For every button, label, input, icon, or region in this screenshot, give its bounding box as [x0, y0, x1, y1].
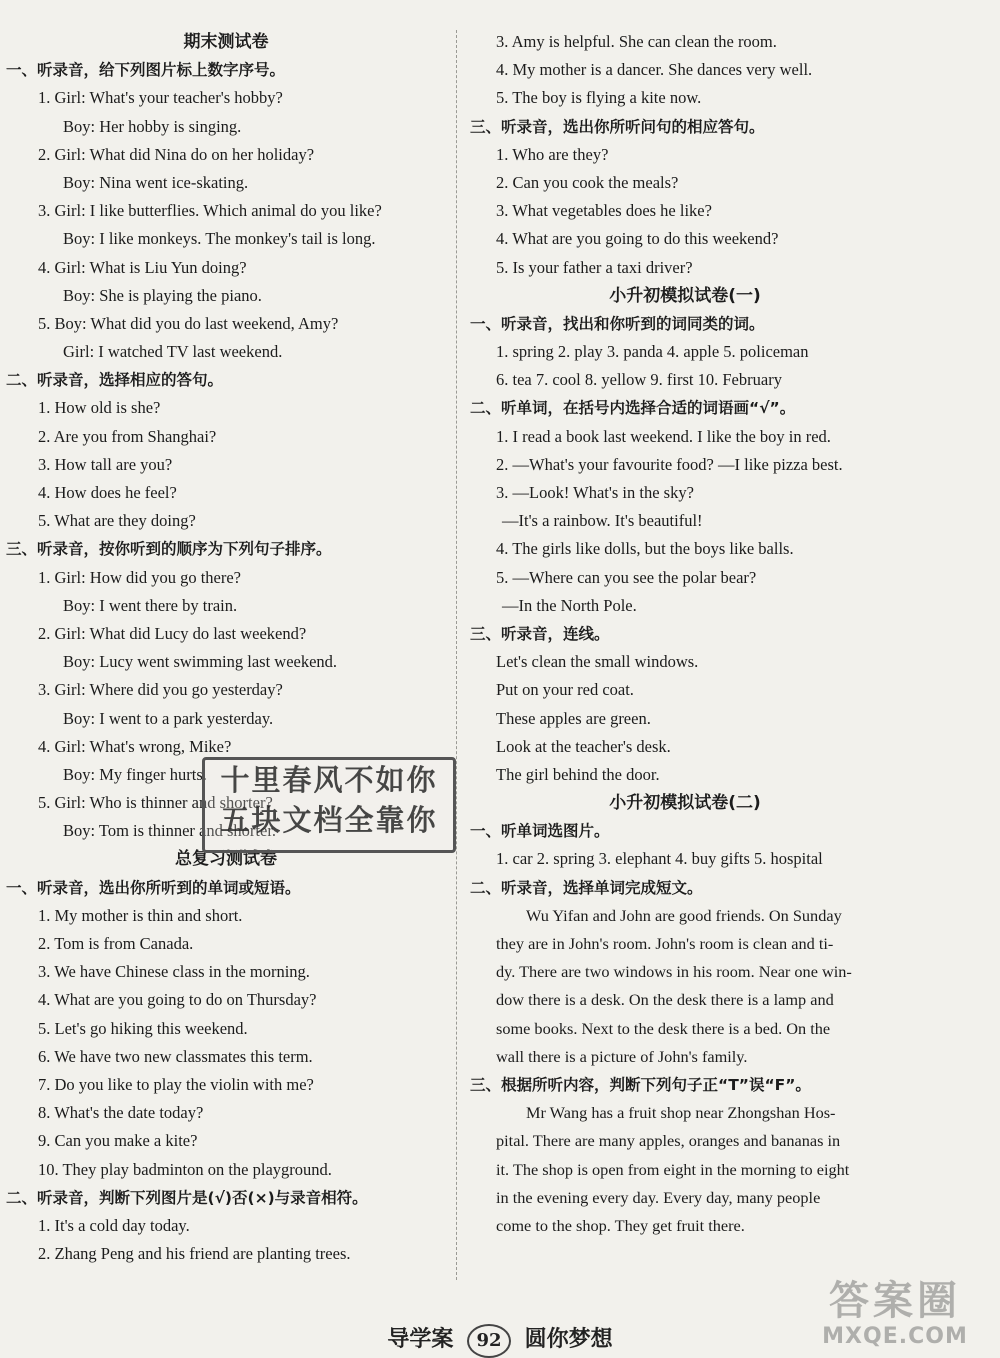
- section-heading: 一、听录音，选出你所听到的单词或短语。: [6, 878, 301, 897]
- text-line: 8. What's the date today?: [38, 1103, 204, 1123]
- page-number: 92: [467, 1324, 511, 1358]
- text-line: Boy: My finger hurts.: [63, 764, 207, 784]
- text-line: 1. spring 2. play 3. panda 4. apple 5. policeman: [496, 342, 809, 362]
- text-line: 5. The boy is flying a kite now.: [496, 88, 702, 108]
- text-line: 4. My mother is a dancer. She dances very well.: [496, 60, 813, 80]
- text-line: 2. Girl: What did Lucy do last weekend?: [38, 623, 307, 643]
- text-line: 2. Are you from Shanghai?: [38, 426, 217, 446]
- stamp-line-1: 十里春风不如你: [220, 763, 438, 797]
- text-line: 4. The girls like dolls, but the boys like balls.: [496, 539, 794, 559]
- right-column: [470, 28, 900, 1240]
- text-line: Let's clean the small windows.: [496, 652, 699, 672]
- section-heading: 三、听录音，连线。: [470, 624, 610, 643]
- passage-line: come to the shop. They get fruit there.: [496, 1215, 745, 1235]
- text-line: These apples are green.: [496, 708, 651, 728]
- text-line: 5. Let's go hiking this weekend.: [38, 1018, 248, 1038]
- passage-line: dy. There are two windows in his room. Near one win-: [496, 962, 852, 982]
- text-line: Boy: Tom is thinner and shorter.: [63, 821, 277, 841]
- text-line: 3. —Look! What's in the sky?: [496, 483, 694, 502]
- text-line: 3. Amy is helpful. She can clean the room.: [496, 32, 777, 51]
- text-line: 2. —What's your favourite food? —I like pizza best.: [496, 454, 843, 474]
- watermark-logo: [800, 1278, 990, 1354]
- section-heading: 一、听录音，给下列图片标上数字序号。: [6, 61, 286, 80]
- passage-line: wall there is a picture of John's family.: [496, 1046, 748, 1066]
- passage-line: dow there is a desk. On the desk there is a lamp and: [496, 990, 834, 1010]
- text-line: Put on your red coat.: [496, 680, 634, 700]
- passage-line: pital. There are many apples, oranges and bananas in: [496, 1131, 841, 1151]
- section-heading: 二、听录音，判断下列图片是(√)否(×)与录音相符。: [6, 1188, 368, 1207]
- text-line: 1. I read a book last weekend. I like the boy in red.: [496, 426, 831, 446]
- text-line: 4. How does he feel?: [38, 483, 177, 502]
- text-line: Boy: I went there by train.: [63, 595, 238, 615]
- text-line: 3. Girl: I like butterflies. Which animal do you like?: [38, 201, 382, 221]
- section-heading: 二、听录音，选择单词完成短文。: [470, 878, 703, 897]
- section-heading: 三、根据所听内容，判断下列句子正“T”误“F”。: [470, 1075, 811, 1094]
- text-line: Boy: I like monkeys. The monkey's tail is long.: [63, 229, 376, 249]
- text-line: 5. Is your father a taxi driver?: [496, 257, 693, 277]
- text-line: —It's a rainbow. It's beautiful!: [502, 511, 703, 531]
- column-divider: [456, 30, 457, 1280]
- text-line: 6. We have two new classmates this term.: [38, 1046, 313, 1066]
- passage-line: in the evening every day. Every day, many people: [496, 1187, 821, 1207]
- text-line: Boy: Lucy went swimming last weekend.: [63, 652, 338, 672]
- text-line: 2. Can you cook the meals?: [496, 172, 679, 192]
- passage-line: Wu Yifan and John are good friends. On Sunday: [526, 905, 842, 925]
- paper-title: 期末测试卷: [183, 32, 269, 52]
- section-heading: 一、听单词选图片。: [470, 822, 610, 841]
- text-line: 3. Girl: Where did you go yesterday?: [38, 680, 283, 700]
- section-heading: 二、听单词，在括号内选择合适的词语画“√”。: [470, 399, 796, 418]
- text-line: 2. Girl: What did Nina do on her holiday?: [38, 144, 315, 164]
- text-line: 4. Girl: What is Liu Yun doing?: [38, 257, 247, 277]
- footer-right-text: 圆你梦想: [524, 1326, 613, 1352]
- text-line: Look at the teacher's desk.: [496, 736, 671, 756]
- text-line: 1. Girl: How did you go there?: [38, 567, 242, 587]
- text-line: 1. Who are they?: [496, 144, 609, 164]
- text-line: 5. What are they doing?: [38, 511, 196, 531]
- text-line: Boy: Her hobby is singing.: [63, 116, 242, 136]
- text-line: Boy: Nina went ice-skating.: [63, 172, 249, 192]
- passage-line: some books. Next to the desk there is a bed. On the: [496, 1018, 831, 1038]
- paper-title: 总复习测试卷: [175, 849, 277, 870]
- stamp-line-2: 五块文档全靠你: [220, 803, 438, 837]
- text-line: 2. Tom is from Canada.: [38, 934, 194, 953]
- passage-1: [470, 902, 900, 1071]
- stamp-overlay: [202, 757, 456, 853]
- section-heading: 二、听录音，选择相应的答句。: [6, 371, 224, 390]
- text-line: 1. How old is she?: [38, 398, 161, 418]
- left-column: [6, 28, 446, 1268]
- text-line: 3. We have Chinese class in the morning.: [38, 962, 310, 982]
- text-line: 5. —Where can you see the polar bear?: [496, 567, 757, 587]
- text-line: 9. Can you make a kite?: [38, 1131, 198, 1151]
- watermark-title: 答案圈: [829, 1278, 961, 1324]
- text-line: 1. It's a cold day today.: [38, 1215, 190, 1235]
- passage-line: Mr Wang has a fruit shop near Zhongshan Hos-: [526, 1103, 836, 1123]
- text-line: 3. How tall are you?: [38, 454, 173, 474]
- section-heading: 三、听录音，选出你所听问句的相应答句。: [470, 117, 765, 136]
- section-heading: 一、听录音，找出和你听到的词同类的词。: [470, 314, 765, 333]
- text-line: Boy: I went to a park yesterday.: [63, 708, 274, 728]
- text-line: 1. car 2. spring 3. elephant 4. buy gifts 5. hospital: [496, 849, 823, 869]
- text-line: 4. Girl: What's wrong, Mike?: [38, 736, 232, 756]
- passage-line: it. The shop is open from eight in the morning to eight: [496, 1159, 850, 1179]
- text-line: 5. Boy: What did you do last weekend, Amy?: [38, 313, 339, 333]
- section-heading: 三、听录音，按你听到的顺序为下列句子排序。: [6, 540, 332, 559]
- text-line: 5. Girl: Who is thinner and shorter?: [38, 793, 273, 813]
- text-line: 4. What are you going to do on Thursday?: [38, 990, 317, 1010]
- text-line: Girl: I watched TV last weekend.: [63, 342, 283, 362]
- text-line: 6. tea 7. cool 8. yellow 9. first 10. February: [496, 370, 782, 390]
- passage-line: they are in John's room. John's room is clean and ti-: [496, 934, 834, 953]
- text-line: 1. My mother is thin and short.: [38, 905, 243, 925]
- text-line: 1. Girl: What's your teacher's hobby?: [38, 88, 283, 108]
- watermark-url: MXQE.COM: [822, 1324, 968, 1349]
- text-line: 2. Zhang Peng and his friend are planting trees.: [38, 1244, 351, 1264]
- text-line: Boy: She is playing the piano.: [63, 285, 262, 305]
- paper-title: 小升初模拟试卷(一): [609, 285, 761, 306]
- footer-left-text: 导学案: [387, 1326, 454, 1352]
- text-line: 3. What vegetables does he like?: [496, 201, 712, 221]
- passage-2: [470, 1099, 900, 1240]
- paper-title: 小升初模拟试卷(二): [609, 793, 761, 814]
- text-line: 7. Do you like to play the violin with me?: [38, 1074, 314, 1094]
- text-line: The girl behind the door.: [496, 764, 660, 784]
- text-line: —In the North Pole.: [502, 595, 637, 615]
- text-line: 10. They play badminton on the playground.: [38, 1159, 332, 1179]
- text-line: 4. What are you going to do this weekend?: [496, 229, 779, 249]
